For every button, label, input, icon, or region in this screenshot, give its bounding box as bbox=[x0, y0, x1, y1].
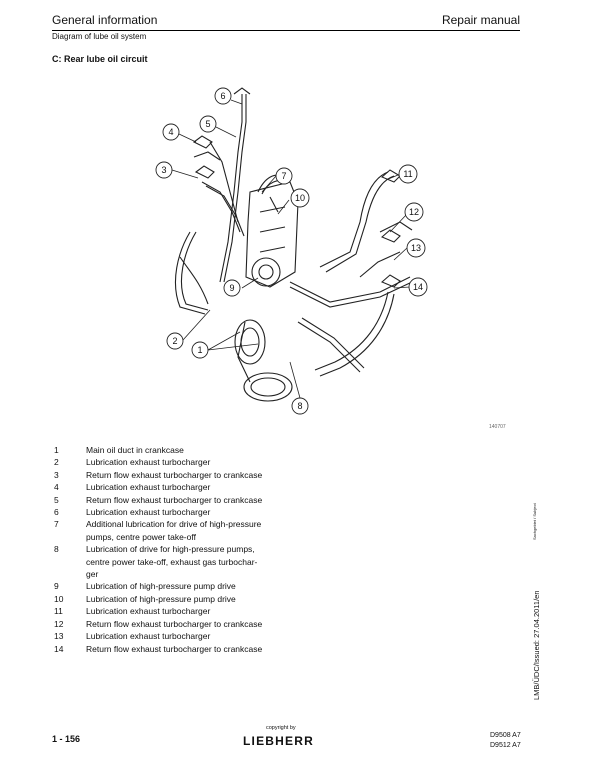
copyright-text: copyright by bbox=[266, 725, 296, 731]
legend-text-line: Return flow exhaust turbocharger to crankcase bbox=[86, 469, 263, 480]
callout-label: 3 bbox=[161, 165, 167, 175]
figure-code: 140707 bbox=[489, 424, 506, 430]
legend-text bbox=[86, 643, 324, 655]
legend-number: 9 bbox=[54, 581, 59, 592]
legend-number: 3 bbox=[54, 469, 59, 480]
legend-text-line: ger bbox=[86, 569, 99, 580]
legend-number: 5 bbox=[54, 494, 59, 505]
legend-number: 10 bbox=[54, 593, 64, 604]
callout-label: 2 bbox=[172, 336, 178, 346]
callout-label: 7 bbox=[281, 171, 287, 181]
legend-text bbox=[86, 605, 324, 617]
legend-number: 7 bbox=[54, 519, 59, 530]
legend-list bbox=[54, 444, 324, 655]
callout-label: 11 bbox=[403, 169, 413, 179]
legend-text-line: Lubrication of drive for high-pressure pumps, bbox=[86, 544, 255, 555]
legend-text-line: Lubrication exhaust turbocharger bbox=[86, 482, 211, 493]
legend-text-line: Main oil duct in crankcase bbox=[86, 445, 184, 455]
legend-text bbox=[86, 469, 324, 481]
page-number: 1 - 156 bbox=[52, 734, 81, 744]
legend-text bbox=[86, 630, 324, 642]
legend-item bbox=[54, 469, 324, 481]
legend-number: 11 bbox=[54, 606, 63, 617]
legend-text-line: Lubrication exhaust turbocharger bbox=[86, 631, 211, 642]
legend-item bbox=[54, 444, 324, 456]
model-number: D9512 A7 bbox=[490, 742, 521, 749]
legend-number: 4 bbox=[54, 482, 59, 493]
legend-text bbox=[86, 518, 324, 543]
model-number: D9508 A7 bbox=[490, 732, 521, 739]
legend-number: 13 bbox=[54, 631, 64, 642]
legend-item bbox=[54, 456, 324, 468]
legend-text-line: centre power take-off, exhaust gas turbochar- bbox=[86, 556, 258, 567]
header-section-title: General information bbox=[52, 13, 158, 27]
side-issue-text: LMB/ÜDC/Issued: 27.04.2011/en bbox=[532, 590, 541, 700]
legend-number: 6 bbox=[54, 507, 59, 518]
legend-text-line: pumps, centre power take-off bbox=[86, 531, 196, 542]
callout-label: 4 bbox=[168, 127, 174, 137]
legend-text bbox=[86, 456, 324, 468]
legend-number: 1 bbox=[54, 445, 59, 455]
legend-item bbox=[54, 543, 324, 580]
legend-text bbox=[86, 506, 324, 518]
legend-number: 2 bbox=[54, 457, 59, 468]
legend-text bbox=[86, 444, 324, 456]
legend-item bbox=[54, 518, 324, 543]
legend-text-line: Additional lubrication for drive of high-pressure bbox=[86, 519, 262, 530]
callout-label: 5 bbox=[205, 119, 211, 129]
callout-label: 13 bbox=[410, 243, 422, 253]
callout-label: 12 bbox=[408, 207, 420, 217]
callout-label: 6 bbox=[220, 91, 226, 101]
header-rule bbox=[52, 30, 520, 31]
legend-item bbox=[54, 618, 324, 630]
legend-text bbox=[86, 580, 324, 592]
lube-oil-circuit-diagram bbox=[150, 82, 510, 422]
legend-text bbox=[86, 593, 324, 605]
legend-text-line: Lubrication exhaust turbocharger bbox=[86, 606, 211, 617]
legend-item bbox=[54, 494, 324, 506]
legend-item bbox=[54, 481, 324, 493]
legend-text-line: Lubrication exhaust turbocharger bbox=[86, 507, 211, 518]
legend-text bbox=[86, 481, 324, 493]
callout-label: 10 bbox=[294, 193, 306, 203]
legend-item bbox=[54, 580, 324, 592]
legend-text-line: Lubrication exhaust turbocharger bbox=[86, 457, 211, 468]
callout-label: 1 bbox=[197, 345, 203, 355]
legend-number: 12 bbox=[54, 618, 64, 629]
legend-number: 8 bbox=[54, 544, 59, 555]
legend-text-line: Lubrication of high-pressure pump drive bbox=[86, 593, 236, 604]
page-subtitle: Diagram of lube oil system bbox=[52, 32, 147, 41]
callout-label: 8 bbox=[297, 401, 303, 411]
legend-item bbox=[54, 605, 324, 617]
callout-label: 14 bbox=[412, 282, 424, 292]
legend-text bbox=[86, 494, 324, 506]
legend-text bbox=[86, 543, 324, 580]
legend-item bbox=[54, 643, 324, 655]
legend-text-line: Lubrication of high-pressure pump drive bbox=[86, 581, 236, 592]
legend-text-line: Return flow exhaust turbocharger to crankcase bbox=[86, 618, 263, 629]
legend-item bbox=[54, 630, 324, 642]
callout-label: 9 bbox=[229, 283, 235, 293]
legend-text-line: Return flow exhaust turbocharger to crankcase bbox=[86, 494, 263, 505]
legend-item bbox=[54, 593, 324, 605]
legend-item bbox=[54, 506, 324, 518]
section-heading: C: Rear lube oil circuit bbox=[52, 54, 148, 64]
legend-number: 14 bbox=[54, 643, 64, 654]
brand-logo: LIEBHERR bbox=[243, 734, 314, 748]
legend-text bbox=[86, 618, 324, 630]
legend-text-line: Return flow exhaust turbocharger to crankcase bbox=[86, 643, 263, 654]
side-subject-text: Sachgebiet / Subject bbox=[532, 503, 537, 540]
header-manual-type: Repair manual bbox=[441, 13, 520, 27]
